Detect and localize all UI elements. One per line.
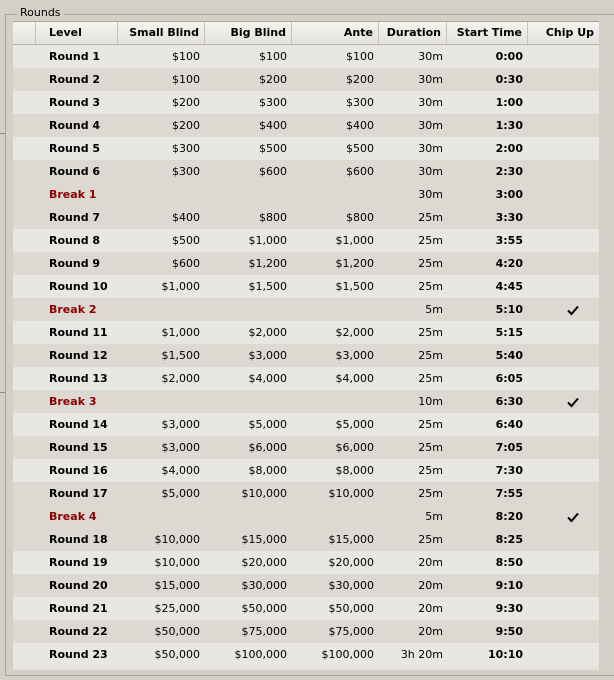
big-blind-cell: $10,000: [241, 487, 287, 500]
ante-cell: [292, 390, 374, 413]
start-time-cell: 2:00: [495, 142, 523, 155]
ante-cell: $8,000: [335, 464, 374, 477]
checkmark-icon: [566, 510, 580, 524]
level-cell: Round 11: [49, 326, 108, 339]
start-time-cell: 9:30: [495, 602, 523, 615]
small-blind-cell: $1,000: [161, 326, 200, 339]
start-time-cell: 7:05: [495, 441, 523, 454]
big-blind-cell: $2,000: [248, 326, 287, 339]
big-blind-cell: $15,000: [241, 533, 287, 546]
table-body: [13, 45, 599, 666]
small-blind-cell: $25,000: [154, 602, 200, 615]
small-blind-cell: $100: [172, 73, 200, 86]
chip-up-cell[interactable]: [525, 206, 599, 229]
duration-cell: 30m: [418, 96, 443, 109]
big-blind-cell: $3,000: [248, 349, 287, 362]
ante-cell: $50,000: [328, 602, 374, 615]
ante-cell: [292, 505, 374, 528]
level-cell: Round 22: [49, 625, 108, 638]
chip-up-cell[interactable]: [525, 91, 599, 114]
ante-cell: $2,000: [335, 326, 374, 339]
big-blind-cell: $500: [259, 142, 287, 155]
chip-up-cell[interactable]: [525, 574, 599, 597]
level-cell: Round 12: [49, 349, 108, 362]
big-blind-cell: $30,000: [241, 579, 287, 592]
small-blind-cell: $300: [172, 142, 200, 155]
start-time-cell: 6:30: [495, 395, 523, 408]
start-time-cell: 7:30: [495, 464, 523, 477]
ante-cell: $1,000: [335, 234, 374, 247]
ante-cell: $100,000: [321, 648, 374, 661]
start-time-cell: 2:30: [495, 165, 523, 178]
start-time-cell: 6:40: [495, 418, 523, 431]
level-cell: Round 10: [49, 280, 108, 293]
column-header-big-blind[interactable]: Big Blind: [205, 22, 292, 44]
chip-up-cell[interactable]: [525, 597, 599, 620]
chip-up-cell[interactable]: [525, 68, 599, 91]
duration-cell: 25m: [418, 441, 443, 454]
duration-cell: 3h 20m: [400, 648, 443, 661]
ante-cell: $1,200: [335, 257, 374, 270]
start-time-cell: 8:20: [495, 510, 523, 523]
chip-up-cell[interactable]: [525, 321, 599, 344]
duration-cell: 25m: [418, 349, 443, 362]
start-time-cell: 3:30: [495, 211, 523, 224]
level-cell: Round 8: [49, 234, 101, 247]
small-blind-cell: $1,500: [161, 349, 200, 362]
small-blind-cell: $300: [172, 165, 200, 178]
ante-cell: $600: [346, 165, 374, 178]
break-row[interactable]: [13, 505, 599, 528]
table-row[interactable]: [13, 620, 599, 643]
level-cell: Break 1: [49, 188, 97, 201]
ante-cell: $100: [346, 50, 374, 63]
start-time-cell: 8:50: [495, 556, 523, 569]
chip-up-cell[interactable]: [525, 436, 599, 459]
ante-cell: $400: [346, 119, 374, 132]
column-header-start-time[interactable]: Start Time: [447, 22, 528, 44]
ante-cell: $4,000: [335, 372, 374, 385]
start-time-cell: 9:10: [495, 579, 523, 592]
duration-cell: 5m: [425, 303, 443, 316]
table-header: [13, 22, 599, 45]
big-blind-cell: $75,000: [241, 625, 287, 638]
start-time-cell: 7:55: [495, 487, 523, 500]
start-time-cell: 1:30: [495, 119, 523, 132]
duration-cell: 25m: [418, 326, 443, 339]
duration-cell: 30m: [418, 73, 443, 86]
level-cell: Round 6: [49, 165, 101, 178]
big-blind-cell: $800: [259, 211, 287, 224]
level-cell: Round 20: [49, 579, 108, 592]
duration-cell: 30m: [418, 142, 443, 155]
duration-cell: 30m: [418, 119, 443, 132]
small-blind-cell: $400: [172, 211, 200, 224]
small-blind-cell: [118, 298, 200, 321]
chip-up-cell[interactable]: [525, 505, 599, 528]
ante-cell: $3,000: [335, 349, 374, 362]
level-cell: Round 14: [49, 418, 108, 431]
level-cell: Break 4: [49, 510, 97, 523]
level-cell: Round 13: [49, 372, 108, 385]
chip-up-cell[interactable]: [525, 298, 599, 321]
chip-up-cell[interactable]: [525, 45, 599, 68]
table-row[interactable]: [13, 528, 599, 551]
left-divider: [0, 133, 5, 134]
big-blind-cell: [205, 390, 287, 413]
big-blind-cell: $1,200: [248, 257, 287, 270]
big-blind-cell: $20,000: [241, 556, 287, 569]
start-time-cell: 1:00: [495, 96, 523, 109]
duration-cell: 25m: [418, 533, 443, 546]
start-time-cell: 3:55: [495, 234, 523, 247]
level-cell: Round 3: [49, 96, 101, 109]
table-row[interactable]: [13, 344, 599, 367]
level-cell: Round 15: [49, 441, 108, 454]
big-blind-cell: $50,000: [241, 602, 287, 615]
big-blind-cell: [205, 505, 287, 528]
checkmark-icon: [566, 303, 580, 317]
column-header-duration[interactable]: Duration: [379, 22, 447, 44]
chip-up-cell[interactable]: [525, 229, 599, 252]
small-blind-cell: [118, 390, 200, 413]
chip-up-cell[interactable]: [525, 344, 599, 367]
level-cell: Round 9: [49, 257, 101, 270]
ante-cell: [292, 183, 374, 206]
small-blind-cell: $2,000: [161, 372, 200, 385]
table-row[interactable]: [13, 45, 599, 68]
duration-cell: 25m: [418, 280, 443, 293]
duration-cell: 25m: [418, 487, 443, 500]
break-row[interactable]: [13, 298, 599, 321]
small-blind-cell: $200: [172, 96, 200, 109]
big-blind-cell: $600: [259, 165, 287, 178]
table-row[interactable]: [13, 160, 599, 183]
ante-cell: [292, 298, 374, 321]
duration-cell: 10m: [418, 395, 443, 408]
column-header-level[interactable]: Level: [36, 22, 118, 44]
level-cell: Round 7: [49, 211, 101, 224]
start-time-cell: 0:30: [495, 73, 523, 86]
ante-cell: $1,500: [335, 280, 374, 293]
table-row[interactable]: [13, 91, 599, 114]
ante-cell: $6,000: [335, 441, 374, 454]
start-time-cell: 8:25: [495, 533, 523, 546]
duration-cell: 20m: [418, 556, 443, 569]
big-blind-cell: $100: [259, 50, 287, 63]
ante-cell: $5,000: [335, 418, 374, 431]
table-row[interactable]: [13, 482, 599, 505]
duration-cell: 30m: [418, 50, 443, 63]
table-row[interactable]: [13, 551, 599, 574]
ante-cell: $15,000: [328, 533, 374, 546]
ante-cell: $10,000: [328, 487, 374, 500]
table-row[interactable]: [13, 574, 599, 597]
table-row[interactable]: [13, 68, 599, 91]
chip-up-cell[interactable]: [525, 390, 599, 413]
table-row[interactable]: [13, 597, 599, 620]
table-row[interactable]: [13, 413, 599, 436]
column-header-small-blind[interactable]: Small Blind: [118, 22, 205, 44]
chip-up-cell[interactable]: [525, 137, 599, 160]
table-row[interactable]: [13, 459, 599, 482]
table-row[interactable]: [13, 275, 599, 298]
ante-cell: $75,000: [328, 625, 374, 638]
duration-cell: 25m: [418, 234, 443, 247]
level-cell: Round 4: [49, 119, 101, 132]
start-time-cell: 6:05: [495, 372, 523, 385]
start-time-cell: 5:10: [495, 303, 523, 316]
start-time-cell: 9:50: [495, 625, 523, 638]
chip-up-cell[interactable]: [525, 620, 599, 643]
chip-up-cell[interactable]: [525, 367, 599, 390]
big-blind-cell: [205, 183, 287, 206]
ante-cell: $800: [346, 211, 374, 224]
small-blind-cell: [118, 505, 200, 528]
level-cell: Round 21: [49, 602, 108, 615]
chip-up-cell[interactable]: [525, 114, 599, 137]
chip-up-cell[interactable]: [525, 551, 599, 574]
ante-cell: $200: [346, 73, 374, 86]
column-header-chip-up[interactable]: Chip Up: [545, 26, 594, 39]
duration-cell: 25m: [418, 211, 443, 224]
level-cell: Break 3: [49, 395, 97, 408]
chip-up-cell[interactable]: [525, 643, 599, 666]
big-blind-cell: $300: [259, 96, 287, 109]
big-blind-cell: $6,000: [248, 441, 287, 454]
chip-up-cell[interactable]: [525, 183, 599, 206]
duration-cell: 20m: [418, 625, 443, 638]
small-blind-cell: $50,000: [154, 648, 200, 661]
start-time-cell: 10:10: [487, 648, 523, 661]
duration-cell: 25m: [418, 464, 443, 477]
table-row[interactable]: [13, 114, 599, 137]
chip-up-cell[interactable]: [525, 528, 599, 551]
small-blind-cell: $3,000: [161, 441, 200, 454]
small-blind-cell: $100: [172, 50, 200, 63]
chip-up-cell[interactable]: [525, 275, 599, 298]
column-header-select[interactable]: [13, 22, 36, 44]
small-blind-cell: $600: [172, 257, 200, 270]
level-cell: Round 5: [49, 142, 101, 155]
level-cell: Break 2: [49, 303, 97, 316]
small-blind-cell: $10,000: [154, 556, 200, 569]
big-blind-cell: $1,500: [248, 280, 287, 293]
small-blind-cell: $50,000: [154, 625, 200, 638]
small-blind-cell: [118, 183, 200, 206]
start-time-cell: 4:20: [495, 257, 523, 270]
duration-cell: 20m: [418, 602, 443, 615]
chip-up-cell[interactable]: [525, 459, 599, 482]
big-blind-cell: $5,000: [248, 418, 287, 431]
small-blind-cell: $4,000: [161, 464, 200, 477]
rounds-table[interactable]: [13, 21, 599, 670]
table-row[interactable]: [13, 206, 599, 229]
start-time-cell: 4:45: [495, 280, 523, 293]
small-blind-cell: $1,000: [161, 280, 200, 293]
big-blind-cell: [205, 298, 287, 321]
duration-cell: 25m: [418, 418, 443, 431]
table-row[interactable]: [13, 252, 599, 275]
chip-up-cell[interactable]: [525, 160, 599, 183]
ante-cell: $20,000: [328, 556, 374, 569]
duration-cell: 25m: [418, 257, 443, 270]
rounds-group-label: Rounds: [17, 6, 64, 20]
small-blind-cell: $3,000: [161, 418, 200, 431]
big-blind-cell: $200: [259, 73, 287, 86]
break-row[interactable]: [13, 390, 599, 413]
big-blind-cell: $400: [259, 119, 287, 132]
left-divider: [0, 392, 5, 393]
small-blind-cell: $15,000: [154, 579, 200, 592]
chip-up-cell[interactable]: [525, 482, 599, 505]
ante-cell: $500: [346, 142, 374, 155]
small-blind-cell: $5,000: [161, 487, 200, 500]
table-row[interactable]: [13, 137, 599, 160]
break-row[interactable]: [13, 183, 599, 206]
checkmark-icon: [566, 395, 580, 409]
chip-up-cell[interactable]: [525, 413, 599, 436]
small-blind-cell: $500: [172, 234, 200, 247]
level-cell: Round 23: [49, 648, 108, 661]
duration-cell: 25m: [418, 372, 443, 385]
level-cell: Round 2: [49, 73, 101, 86]
big-blind-cell: $8,000: [248, 464, 287, 477]
start-time-cell: 5:40: [495, 349, 523, 362]
duration-cell: 5m: [425, 510, 443, 523]
duration-cell: 20m: [418, 579, 443, 592]
start-time-cell: 3:00: [495, 188, 523, 201]
level-cell: Round 1: [49, 50, 101, 63]
ante-cell: $30,000: [328, 579, 374, 592]
table-row[interactable]: [13, 643, 599, 666]
duration-cell: 30m: [418, 165, 443, 178]
small-blind-cell: $200: [172, 119, 200, 132]
table-row[interactable]: [13, 436, 599, 459]
table-row[interactable]: [13, 321, 599, 344]
big-blind-cell: $100,000: [234, 648, 287, 661]
big-blind-cell: $4,000: [248, 372, 287, 385]
column-header-ante[interactable]: Ante: [292, 22, 379, 44]
start-time-cell: 5:15: [495, 326, 523, 339]
duration-cell: 30m: [418, 188, 443, 201]
level-cell: Round 16: [49, 464, 108, 477]
chip-up-cell[interactable]: [525, 252, 599, 275]
small-blind-cell: $10,000: [154, 533, 200, 546]
table-row[interactable]: [13, 367, 599, 390]
start-time-cell: 0:00: [495, 50, 523, 63]
level-cell: Round 18: [49, 533, 108, 546]
level-cell: Round 17: [49, 487, 108, 500]
table-row[interactable]: [13, 229, 599, 252]
level-cell: Round 19: [49, 556, 108, 569]
ante-cell: $300: [346, 96, 374, 109]
big-blind-cell: $1,000: [248, 234, 287, 247]
